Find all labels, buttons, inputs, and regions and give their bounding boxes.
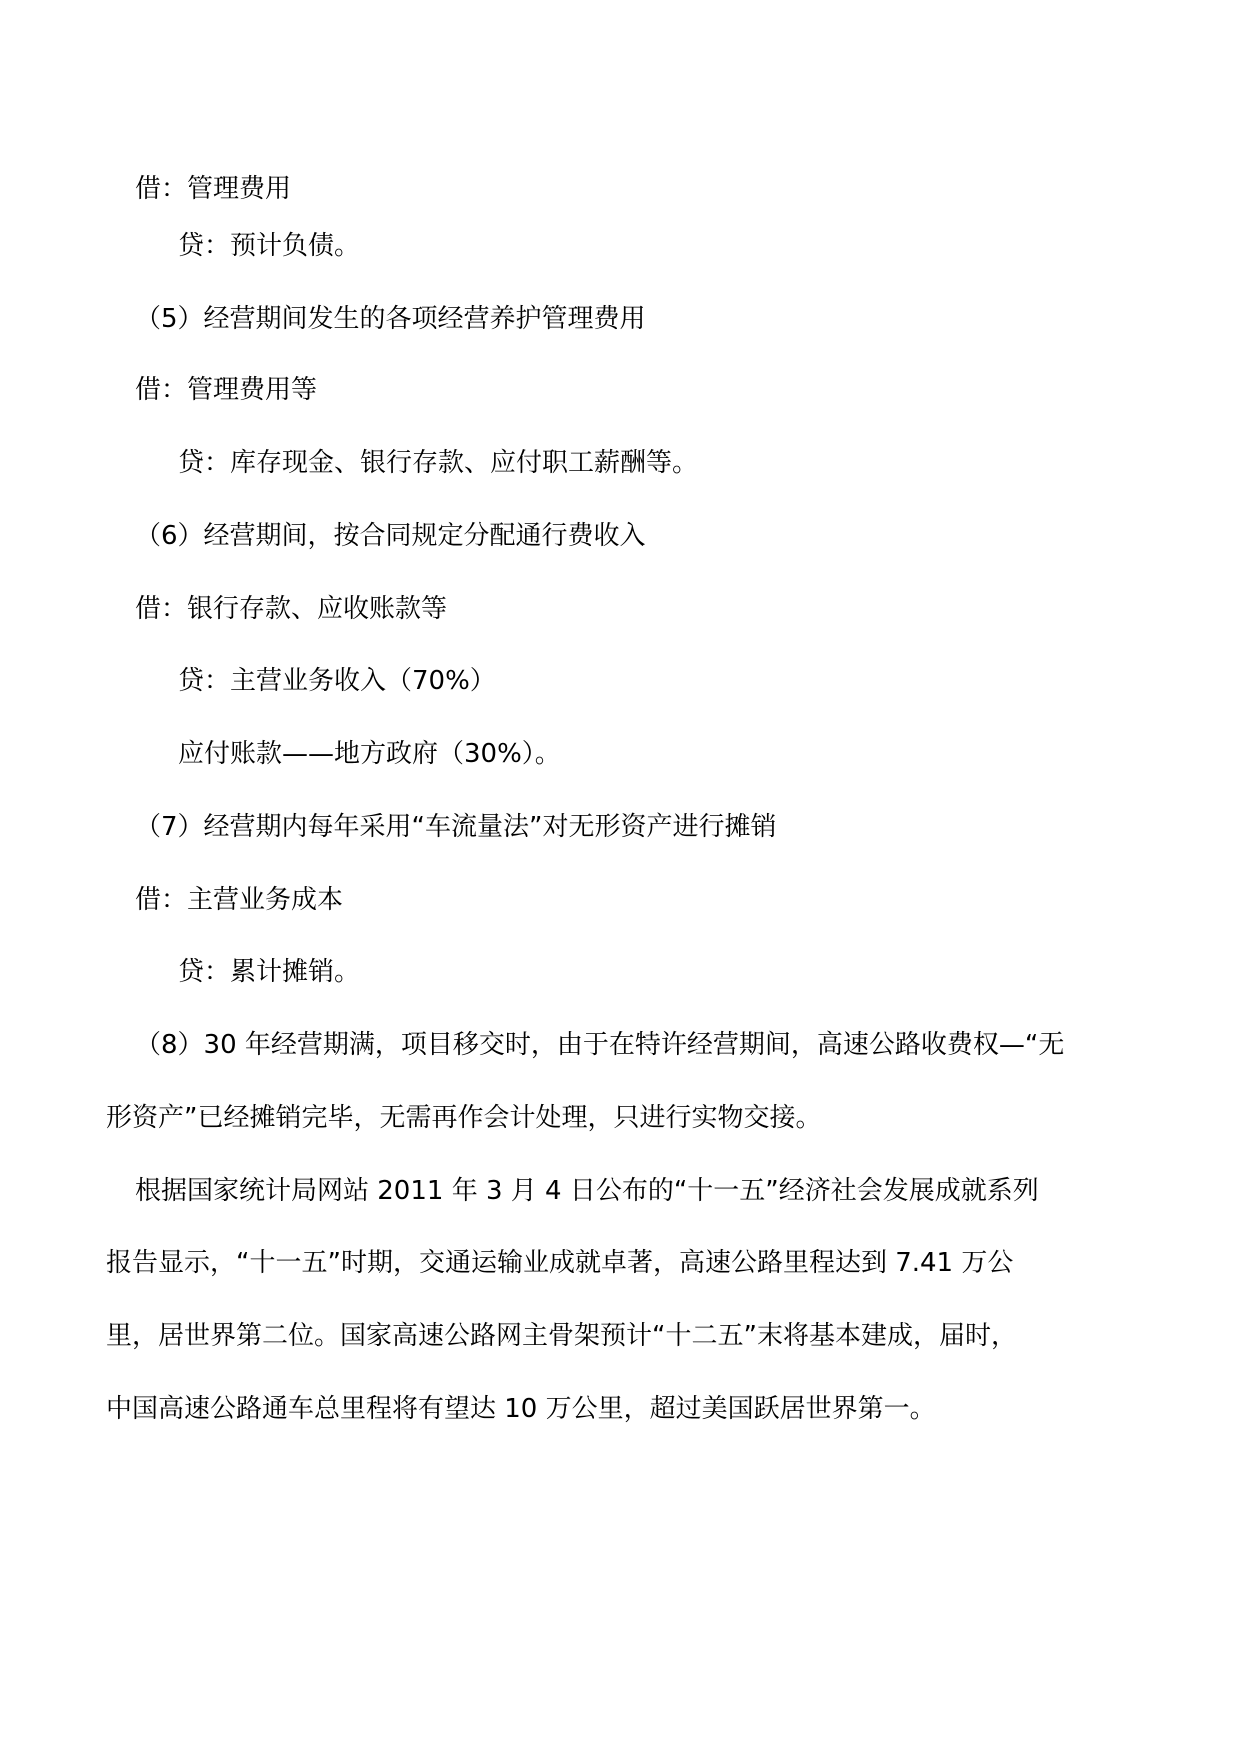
statistics-paragraph-line-2: 报告显示，“十一五”时期，交通运输业成就卓著，高速公路里程达到 7.41 万公	[106, 1248, 1014, 1278]
entry-credit-cash-bank-payroll: 贷：库存现金、银行存款、应付职工薪酬等。	[178, 448, 699, 478]
entry-debit-admin-expense: 借：管理费用	[135, 174, 292, 204]
statistics-paragraph-line-1: 根据国家统计局网站 2011 年 3 月 4 日公布的“十一五”经济社会发展成就系列	[135, 1176, 1039, 1206]
item-8-line-2: 形资产”已经摊销完毕，无需再作会计处理，只进行实物交接。	[106, 1103, 822, 1133]
statistics-paragraph-line-3: 里，居世界第二位。国家高速公路网主骨架预计“十二五”末将基本建成，届时，	[106, 1321, 1017, 1351]
item-5-heading: （5）经营期间发生的各项经营养护管理费用	[135, 304, 646, 334]
entry-debit-admin-expense-etc: 借：管理费用等	[135, 375, 318, 405]
item-7-heading: （7）经营期内每年采用“车流量法”对无形资产进行摊销	[135, 812, 777, 842]
entry-credit-accumulated-amortization: 贷：累计摊销。	[178, 957, 361, 987]
statistics-paragraph-line-4: 中国高速公路通车总里程将有望达 10 万公里，超过美国跃居世界第一。	[106, 1394, 936, 1424]
entry-credit-payable-government: 应付账款——地方政府（30%）。	[178, 739, 561, 769]
item-8-line-1: （8）30 年经营期满，项目移交时，由于在特许经营期间，高速公路收费权—“无	[135, 1030, 1065, 1060]
entry-debit-bank-receivable: 借：银行存款、应收账款等	[135, 594, 448, 624]
entry-credit-main-revenue: 贷：主营业务收入（70%）	[178, 666, 496, 696]
entry-credit-estimated-liability: 贷：预计负债。	[178, 231, 361, 261]
entry-debit-main-cost: 借：主营业务成本	[135, 885, 344, 915]
item-6-heading: （6）经营期间，按合同规定分配通行费收入	[135, 521, 646, 551]
